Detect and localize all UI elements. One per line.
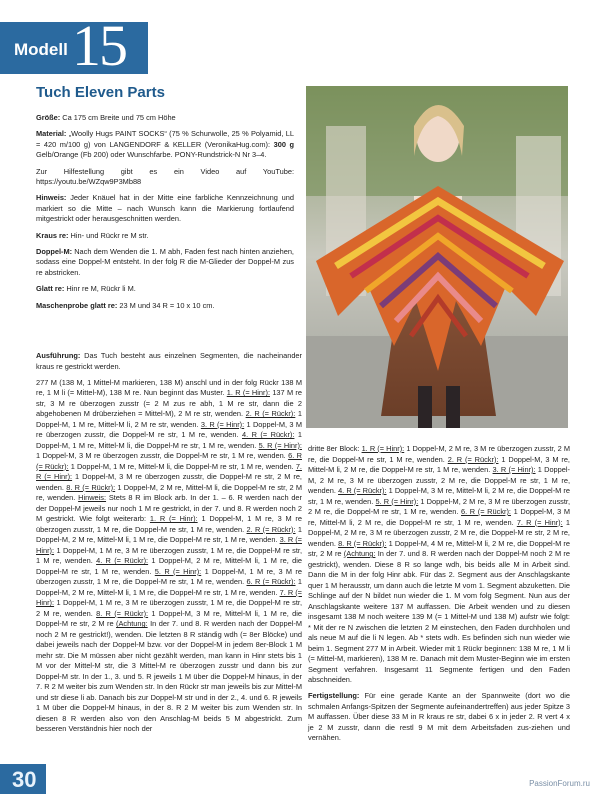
woman-with-shawl-image: [306, 86, 568, 428]
kraus-paragraph: Kraus re: Hin- und Rückr re M str.: [36, 230, 149, 240]
watermark: PassionForum.ru: [529, 779, 590, 788]
page-number: 30: [12, 767, 37, 792]
video-link[interactable]: Zur Hilfestellung gibt es ein Video auf YouTube: https://youtu.be/WZqw9P3Mb88: [36, 166, 294, 187]
product-photo: [306, 86, 568, 428]
size-paragraph: Größe: Ca 175 cm Breite und 75 cm Höhe: [36, 113, 176, 122]
model-label: Modell: [14, 40, 68, 59]
fertigstellung-paragraph: Fertigstellung: Für eine gerade Kante an der Spannweite (dort wo die schmalen Anfangs-Spitzen der Segmente aufeinandertreffen) aus jeder Spitze 3 M auffassen. Über diese 33 M in R kraus re str, dabei 6 x in jeder 2. R vert 4 x je 2 M zusstr, dann die restl 9 M mit dem Arbeitsfaden zus-ziehen und vernähen.: [308, 691, 570, 743]
pattern-paragraph: 277 M (138 M, 1 Mittel-M markieren, 138 M) anschl und in der folg Rückr 138 M re, 1 M li (= Mittel-M), 138 M re. Nun beginnt das Muster. 1. R (= Hinr): 137 M re str, 3 M re überzogen zusstr (= 2 M zus re abh, 1 M re str, dann die 2 abgehobenen M drüberziehen = Mittel-M), 2 M re str, wenden. 2. R (= Rückr): 1 Doppel-M, 1 M re, Mittel-M li, 2 M re str, wenden. 3. R (= Hinr): 1 Doppel-M, 3 M re überzogen zusstr, die Doppel-M re str, 1 M re, wenden. 4. R (= Rückr): 1 Doppel-M, 1 M re, Mittel-M li, die Doppel-M re str, 1 M re, wenden. 5. R (= Hinr): 1 Doppel-M, 3 M re überzogen zusstr, die Doppel-M re str, 1 M re, wenden. 6. R (= Rückr): 1 Doppel-M, 1 M re, Mittel-M li, die Doppel-M re str, 1 M re, wenden. 7. R (= Hinr): 1 Doppel-M, 3 M re überzogen zusstr, die Doppel-M re str, 2 M re, wenden. 8. R (= Rückr): 1 Doppel-M, 2 M re, Mittel-M li, die Doppel-M re str, 2 M re, wenden. Hinweis: Stets 8 R im Block arb. In der 1. – 6. R werden nach der der Doppel-M jeweils nur noch 1 M re gestrickt, in der 7. und 8. R werden noch 2 M gestrickt. Wie folgt weiterarb: 1. R (= Hinr): 1 Doppel-M, 1 M re, 3 M re überzogen zusstr, 1 M re, die Doppel-M re str, 1 M re, wenden. 2. R (= Rückr): 1 Doppel-M, 2 M re, Mittel-M li, 1 M re, die Doppel-M re str, 1 M re, wenden. 3. R (= Hinr): 1 Doppel-M, 1 M re, 3 M re überzogen zusstr, 1 M re, die Doppel-M re str, 1 M re, wenden. 4. R (= Rückr): 1 Doppel-M, 2 M re, Mittel-M li, 1 M re, die Doppel-M re str, 1 M re, wenden. 5. R (= Hinr): 1 Doppel-M, 1 M re, 3 M re überzogen zusstr, 1 M re, die Doppel-M re str, 1 M re, wenden. 6. R (= Rückr): 1 Doppel-M, 2 M re, Mittel-M li, 1 M re, die Doppel-M re str, 1 M re, wenden. 7. R (= Hinr): 1 Doppel-M, 1 M re, 3 M re überzogen zusstr, 1 M re, die Doppel-M re str, 2 M re, wenden. 8. R (= Rückr): 1 Doppel-M, 3 M re, Mittel-M li, 1 M re, die Doppel-M re str, 2 M re (Achtung: In der 7. und 8. R werden nach der Doppel-M noch 2 M re gestrickt!), wenden. Die letzten 8 R ständig wdh (= 8er Blöcke) und dabei jeweils nach der Doppel-M bzw. vor der Doppel-M in jedem 8er-Block 1 M mehr str. Die M müssen aber nicht gezählt werden, man kann in Hinr stets bis 1 M vor der Mittel-M str, die 3 Mittel-M re überzogen zusstr und dann bis zur Doppel-M str. In der 1., 3. und 5. R jeweils 1 M über die Doppel-M hinaus, in der 7. R 2 M weiter bis zum Wenden str. In den Rückr str man jeweils bis zur Mittel-M und str diese li ab. Danach bis zur Doppel-M str und in der 2., 4. und 6. R jeweils 1 M über die Doppel-M hinaus, in der 8. R 2 M weiter bis zum Wenden str. In diesen 8 R werden also von den Anschlag-M beids 5 M abgestrickt. Zum besseren Verständnis hier noch der: [36, 377, 303, 734]
ausfuehrung-paragraph: Ausführung: Das Tuch besteht aus einzelnen Segmenten, die nacheinander kraus re gestrickt werden.: [36, 351, 302, 371]
third-block-paragraph: dritte 8er Block: 1. R (= Hinr): 1 Doppel-M, 2 M re, 3 M re überzogen zusstr, 2 M re, die Doppel-M re str, 1 M re, wenden. 2. R (= Rückr): 1 Doppel-M, 3 M re, Mittel-M li, 2 M re, die Doppel-M re str, 1 M re, wenden. 3. R (= Hinr): 1 Doppel-M, 2 M re, 3 M re überzogen zusstr, 2 M re, die Doppel-M re str, 1 M re, wenden. 4. R (= Rückr): 1 Doppel-M, 3 M re, Mittel-M li, 2 M re, die Doppel-M re str, 1 M re, wenden. 5. R (= Hinr): 1 Doppel-M, 2 M re, 3 M re überzogen zusstr, 2 M re, die Doppel-M re str, 1 M re, wenden. 6. R (= Rückr): 1 Doppel-M, 3 M re, Mittel-M li, 2 M re, die Doppel-M re str, 1 M re, wenden. 7. R (= Hinr): 1 Doppel-M, 2 M re, 3 M re überzogen zusstr, 2 M re, die Doppel-M re str, 2 M re, wenden. 8. R (= Rückr): 1 Doppel-M, 4 M re, Mittel-M li, 2 M re, die Doppel-M re str, 2 M re (Achtung: In der 7. und 8. R werden nach der Doppel-M noch 2 M re gestrickt), wenden. Diese 8 R so lange wdh, bis beids alle M in Arbeit sind. Dann die M in der folg Hinr abk. Für das 2. Segment aus der Anschlagskante quer 1 M herausstr, um dann auch die letzte M vom 1. Segment abzuketten. Die Schlinge auf der N bildet nun wieder die 1. M vom folg Segment. Nun aus der Anschlagskante weitere 137 M auffassen. Die Arbeit wenden und zu diesen insgesamt 138 M noch weitere 139 M (= 1 Mittel-M und 138 M) aufstr wie folgt: * Mit der re N zwischen die letzten 2 M einstechen, den Faden durchholen und als neue M auf die li N legen. Ab * stets wdh. Es befinden sich nun wieder wie beim 1. Segment 277 M in Arbeit. Wieder mit 1 Rückr beginnen: 138 M re, 1 M li (= Mittel-M, markieren), 138 M re. Danach mit dem Muster-Beginn wie im ersten Segment verfahren. Insgesamt 11 Segmente fertigen und den Faden abschneiden.: [308, 444, 571, 684]
maschenprobe-paragraph: Maschenprobe glatt re: 23 M und 34 R = 10 x 10 cm.: [36, 300, 215, 310]
instructions-intro: [36, 113, 294, 317]
doppel-paragraph: Doppel-M: Nach dem Wenden die 1. M abh, Faden fest nach hinten anziehen, sodass eine Doppel-M entsteht. In der folg R die M-Glieder der Doppel-M zus re abstricken.: [36, 246, 294, 277]
material-paragraph: Material: „Woolly Hugs PAINT SOCKS“ (75 % Schurwolle, 25 % Polyamid, LL = 420 m/100 g) von LANGENDORF & KELLER (VeronikaHug.com): 300 g Gelb/Orange (Fb 200) oder Wunschfarbe. PONY-Rundstrick-N Nr 3–4.: [36, 129, 294, 160]
glatt-paragraph: Glatt re: Hinr re M, Rückr li M.: [36, 284, 136, 294]
page-number-box: [0, 764, 46, 794]
page-title: Tuch Eleven Parts: [36, 84, 165, 101]
model-number: 15: [72, 13, 126, 78]
instructions-continued: [308, 444, 570, 750]
instructions-main: [36, 351, 302, 741]
hinweis-paragraph: Hinweis: Jeder Knäuel hat in der Mitte eine farbliche Kennzeichnung und markiert so die Mitte – nach Wunsch kann die Markierung fortlaufend mitgestrickt oder herausgeschnitten werden.: [36, 193, 294, 224]
